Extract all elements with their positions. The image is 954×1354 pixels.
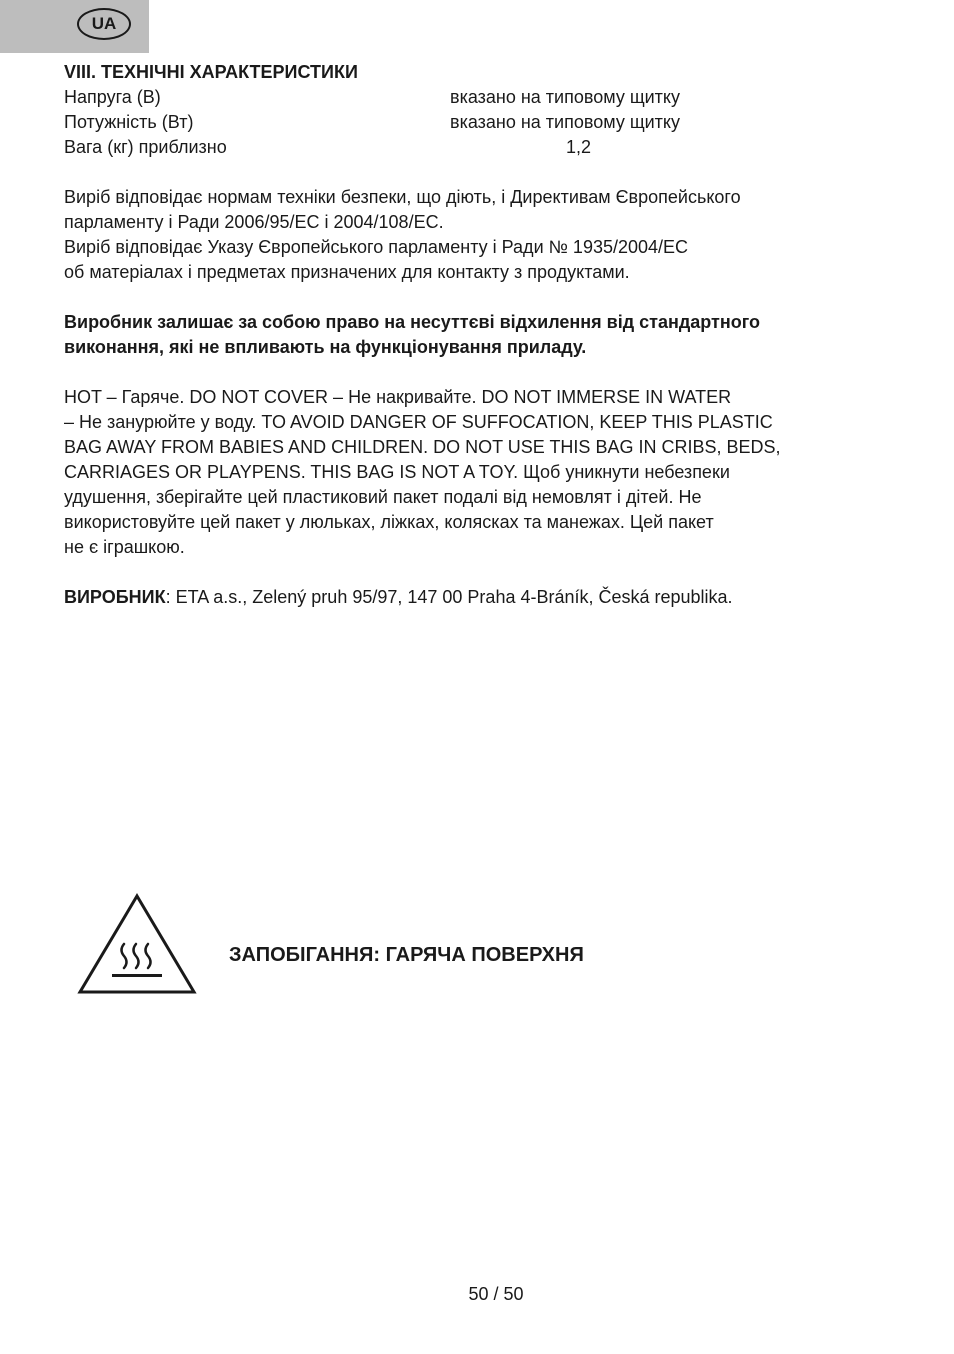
text-line: Виріб відповідає Указу Європейського парламенту і Ради № 1935/2004/ЕС <box>64 237 689 257</box>
hot-surface-title: ЗАПОБІГАННЯ: ГАРЯЧА ПОВЕРХНЯ <box>229 944 584 966</box>
compliance-paragraph <box>64 185 924 285</box>
text-line: BAG AWAY FROM BABIES AND CHILDREN. DO NOT USE THIS BAG IN CRIBS, BEDS, <box>64 437 781 457</box>
text-line: удушення, зберігайте цей пластиковий пакет подалі від немовлят і дітей. Не <box>64 487 702 507</box>
page-number: 50 / 50 <box>468 1284 524 1304</box>
spec-row-power <box>64 110 924 135</box>
specs-title: VIII. ТЕХНІЧНІ ХАРАКТЕРИСТИКИ <box>64 62 358 82</box>
text-line: використовуйте цей пакет у люльках, ліжках, колясках та манежах. Цей пакет <box>64 512 714 532</box>
document-body <box>64 60 924 610</box>
spec-label: Вага (кг) приблизно <box>64 137 227 157</box>
bag-warning-paragraph <box>64 385 924 560</box>
text-line: не є іграшкою. <box>64 537 185 557</box>
language-tab <box>0 0 149 53</box>
spec-value: 1,2 <box>566 137 592 157</box>
spacer <box>64 560 924 585</box>
spec-row-weight <box>64 135 924 160</box>
text-line: – Не занурюйте у воду. TO AVOID DANGER OF SUFFOCATION, KEEP THIS PLASTIC <box>64 412 773 432</box>
text-line: HOT – Гаряче. DO NOT COVER – Не накривайте. DO NOT IMMERSE IN WATER <box>64 387 732 407</box>
text-line: виконання, які не впливають на функціонування приладу. <box>64 337 587 357</box>
spec-value: вказано на типовому щитку <box>450 112 681 132</box>
producer-address: : ETA a.s., Zelený pruh 95/97, 147 00 Praha 4-Bráník, Česká republika. <box>165 587 733 607</box>
language-badge: UA <box>77 8 131 40</box>
spec-value: вказано на типовому щитку <box>450 87 681 107</box>
manufacturer-note <box>64 310 924 360</box>
spec-label: Напруга (В) <box>64 87 161 107</box>
text-line: Виріб відповідає нормам техніки безпеки, що діють, і Директивам Європейського <box>64 187 741 207</box>
spec-row-voltage <box>64 85 924 110</box>
producer-line <box>64 585 924 610</box>
text-line: об матеріалах і предметах призначених для контакту з продуктами. <box>64 262 630 282</box>
spacer <box>64 360 924 385</box>
text-line: Виробник залишає за собою право на несуттєві відхилення від стандартного <box>64 312 760 332</box>
text-line: парламенту і Ради 2006/95/ЕС і 2004/108/ЕС. <box>64 212 444 232</box>
spec-label: Потужність (Вт) <box>64 112 194 132</box>
hot-surface-warning-icon <box>76 892 198 996</box>
spacer <box>64 285 924 310</box>
text-line: CARRIAGES OR PLAYPENS. THIS BAG IS NOT A TOY. Щоб уникнути небезпеки <box>64 462 730 482</box>
spacer <box>64 160 924 185</box>
producer-label: ВИРОБНИК <box>64 587 166 607</box>
